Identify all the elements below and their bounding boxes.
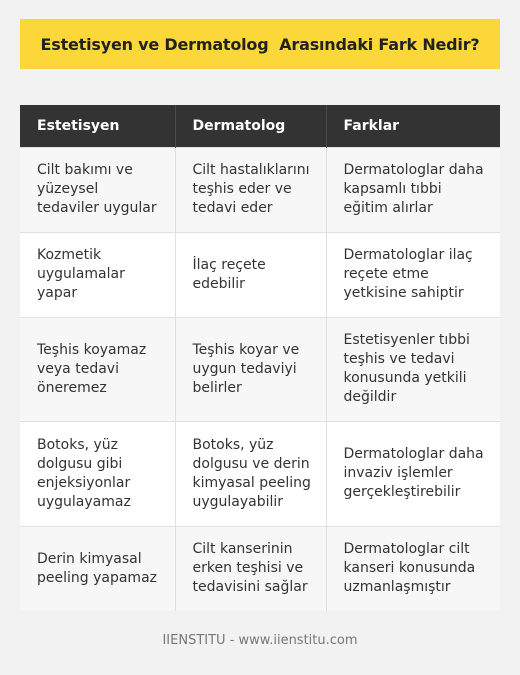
table-row <box>20 232 500 317</box>
table-cell: Estetisyenler tıbbi teşhis ve tedavi konusunda yetkili değildir <box>326 317 500 421</box>
footer-credit: IIENSTITU - www.iienstitu.com <box>162 633 358 648</box>
table-row <box>20 421 500 526</box>
table-cell: Dermatologlar ilaç reçete etme yetkisine sahiptir <box>326 232 500 317</box>
table-cell: Botoks, yüz dolgusu gibi enjeksiyonlar uygulayamaz <box>20 421 175 526</box>
table-cell: Derin kimyasal peeling yapamaz <box>20 526 175 611</box>
page-title: Estetisyen ve Dermatolog Arasındaki Fark Nedir? <box>40 34 480 54</box>
table-cell: Cilt hastalıklarını teşhis eder ve tedavi eder <box>175 147 326 232</box>
table-cell: Kozmetik uygulamalar yapar <box>20 232 175 317</box>
table-cell: Dermatologlar daha kapsamlı tıbbi eğitim alırlar <box>326 147 500 232</box>
table-cell: Cilt bakımı ve yüzeysel tedaviler uygular <box>20 147 175 232</box>
column-header-farklar: Farklar <box>326 105 500 147</box>
comparison-table <box>20 105 500 611</box>
table-cell: Teşhis koyamaz veya tedavi öneremez <box>20 317 175 421</box>
table-cell: Teşhis koyar ve uygun tedaviyi belirler <box>175 317 326 421</box>
table-row <box>20 526 500 611</box>
table-row <box>20 317 500 421</box>
column-header-estetisyen: Estetisyen <box>20 105 175 147</box>
table-cell: Cilt kanserinin erken teşhisi ve tedavisini sağlar <box>175 526 326 611</box>
table-cell: Botoks, yüz dolgusu ve derin kimyasal peeling uygulayabilir <box>175 421 326 526</box>
column-header-dermatolog: Dermatolog <box>175 105 326 147</box>
table-cell: Dermatologlar cilt kanseri konusunda uzmanlaşmıştır <box>326 526 500 611</box>
table-row <box>20 147 500 232</box>
table-header-row <box>20 105 500 147</box>
table-cell: İlaç reçete edebilir <box>175 232 326 317</box>
title-banner <box>20 19 500 69</box>
table-cell: Dermatologlar daha invaziv işlemler gerçekleştirebilir <box>326 421 500 526</box>
comparison-table-container <box>20 105 500 611</box>
